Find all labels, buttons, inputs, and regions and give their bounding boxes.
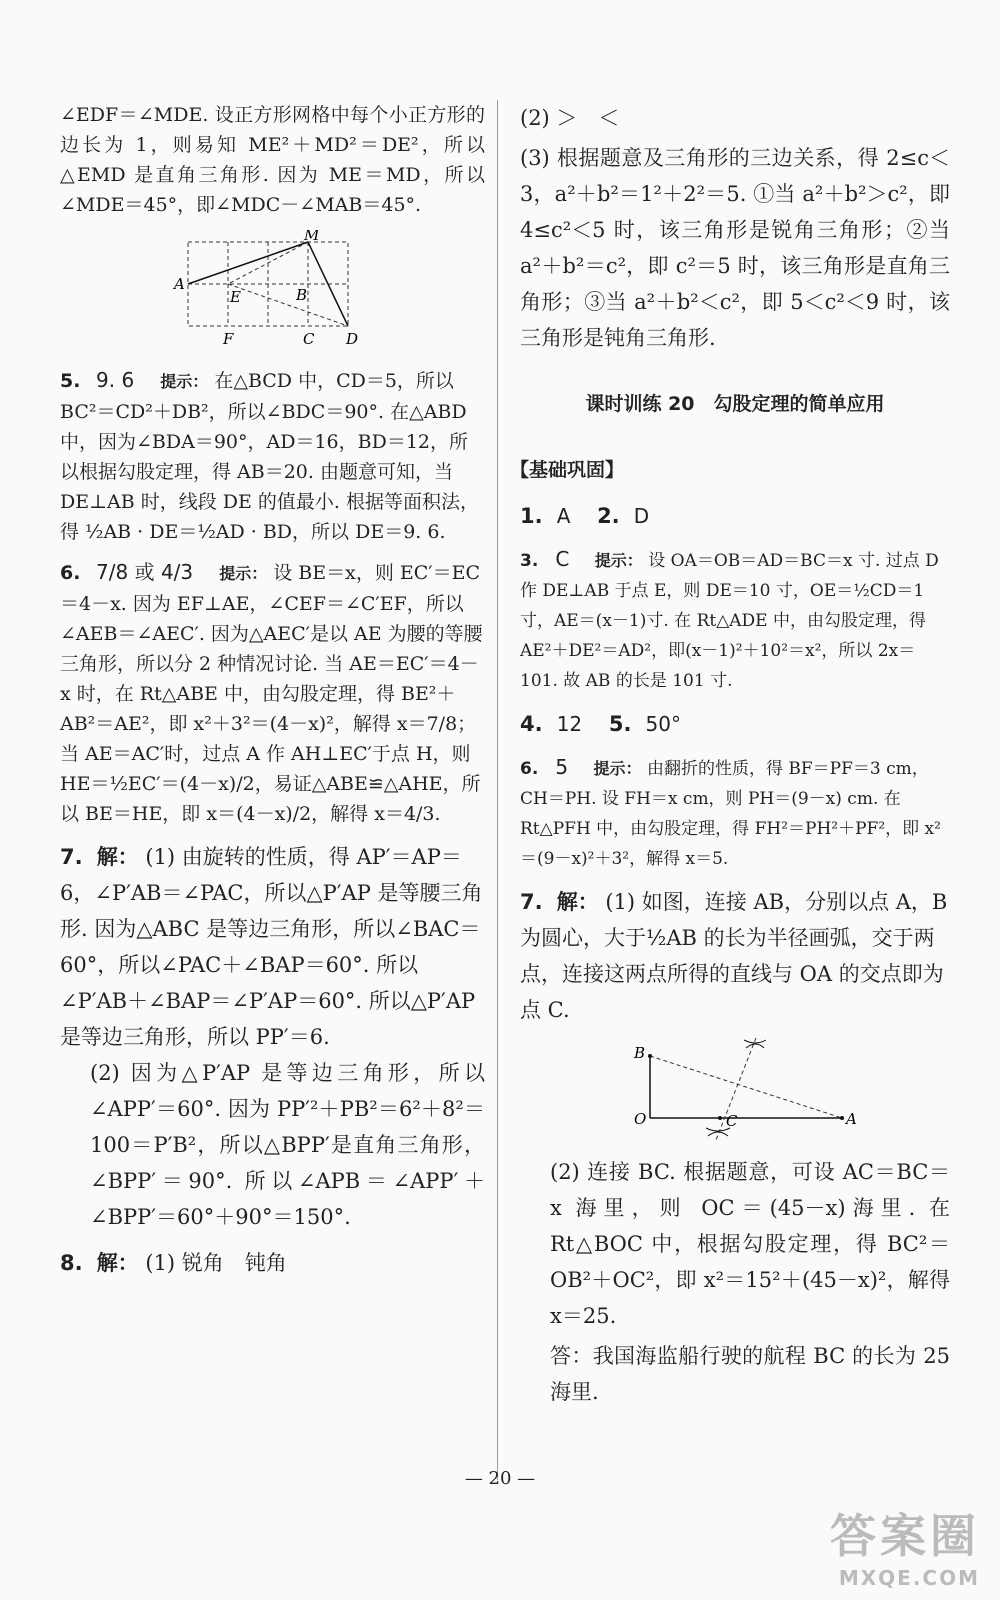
label-D: D — [346, 330, 359, 348]
section-subtitle: 【基础巩固】 — [510, 459, 625, 481]
hint-label: 提示： — [594, 551, 643, 570]
hint-text: 由翻折的性质，得 BF＝PF＝3 cm，CH＝PH. 设 FH＝x cm，则 PH＝(9－x) cm. 在 Rt△PFH 中，由勾股定理，得 FH²＝PH²＋PF²，即 x²＝(9－x)²＋3²，解得 x＝5. — [520, 759, 941, 869]
question-number: 8. — [60, 1251, 83, 1275]
label-F: F — [223, 330, 234, 348]
answer: 12 — [556, 712, 583, 736]
right-column — [510, 100, 950, 1414]
solution-part-1: (1) 由旋转的性质，得 AP′＝AP＝6，∠P′AB＝∠PAC，所以△P′AP 是等腰三角形. 因为△ABC 是等边三角形，所以∠BAC＝60°，所以∠PAC＋∠BAP＝60°. 所以∠P′AB＋∠BAP＝∠P′AP＝60°. 所以△P′AP 是等边三角形，所以 PP′＝6. — [60, 845, 483, 1049]
column-divider — [497, 100, 498, 1480]
solution-answer: 答：我国海监船行驶的航程 BC 的长为 25 海里. — [550, 1344, 950, 1404]
watermark-url: MXQE.COM — [838, 1566, 980, 1590]
section-title: 课时训练 20 勾股定理的简单应用 — [585, 393, 885, 415]
hint-label: 提示： — [593, 759, 642, 778]
construction-figure — [520, 1036, 950, 1146]
question-3 — [520, 544, 950, 696]
solution-label: 解： — [556, 890, 599, 914]
solution-part-2: (2) 连接 BC. 根据题意，可设 AC＝BC＝x 海里，则 OC＝(45－x)海里. 在 Rt△BOC 中，根据勾股定理，得 BC²＝OB²＋OC²，即 x²＝15²＋(45－x)²，解得 x＝25. — [550, 1160, 950, 1328]
paragraph: (2) ＞ ＜ — [520, 106, 620, 130]
hint-label: 提示： — [219, 564, 268, 583]
hint-label: 提示： — [160, 372, 209, 391]
page-number: — 20 — — [464, 1468, 536, 1489]
solution-part-1: (1) 如图，连接 AB，分别以点 A，B 为圆心，大于½AB 的长为半径画弧，交于两点，连接这两点所得的直线与 OA 的交点即为点 C. — [520, 890, 948, 1022]
solution-part-2: (2) 因为△P′AP 是等边三角形，所以∠APP′＝60°. 因为 PP′²＋PB²＝6²＋8²＝100＝P′B²，所以△BPP′是直角三角形，∠BPP′＝90°. 所以∠APB＝∠APP′＋∠BPP′＝60°＋90°＝150°. — [90, 1061, 485, 1229]
label-B: B — [296, 286, 308, 304]
answer: 50° — [645, 712, 681, 736]
paragraph: (3) 根据题意及三角形的三边关系，得 2≤c＜3，a²＋b²＝1²＋2²＝5. ①当 a²＋b²＞c²，即 4≤c²＜5 时，该三角形是锐角三角形；②当 a²＋b²＝c²，即 c²＝5 时，该三角形是直角三角形；③当 a²＋b²＜c²，即 5＜c²＜9 时，该三角形是钝角三角形. — [520, 146, 950, 350]
question-5 — [60, 365, 485, 547]
hint-text: 设 BE＝x，则 EC′＝EC＝4－x. 因为 EF⊥AE，∠CEF＝∠C′EF，所以∠AEB＝∠AEC′. 因为△AEC′是以 AE 为腰的等腰三角形，所以分 2 种情况讨论. 当 AE＝EC′＝4－x 时，在 Rt△ABE 中，由勾股定理，得 BE²＋AB²＝AE²，即 x²＋3²＝(4－x)²，解得 x＝7/8；当 AE＝AC′时，过点 A 作 AH⊥EC′于点 H，则 HE＝½EC′＝(4－x)/2，易证△ABE≌△AHE，所以 BE＝HE，即 x＝(4－x)/2，解得 x＝4/3. — [60, 562, 483, 825]
question-6 — [60, 557, 485, 829]
answer: C — [555, 547, 570, 571]
label-E: E — [230, 288, 241, 306]
questions-1-2 — [520, 498, 950, 534]
question-number: 6. — [60, 562, 81, 584]
questions-4-5 — [520, 706, 950, 742]
question-number: 7. — [60, 845, 83, 869]
question-number: 5. — [608, 712, 632, 736]
label-O: O — [634, 1110, 647, 1128]
answer: 5 — [555, 755, 569, 779]
solution-text: (1) 锐角 钝角 — [145, 1251, 287, 1275]
question-number: 7. — [520, 890, 543, 914]
grid-figure — [60, 230, 485, 355]
watermark — [830, 1500, 980, 1590]
question-number: 6. — [520, 759, 539, 779]
question-6 — [520, 752, 950, 874]
label-B: B — [634, 1044, 646, 1062]
label-C: C — [303, 330, 315, 348]
hint-text: 设 OA＝OB＝AD＝BC＝x 寸. 过点 D 作 DE⊥AB 于点 E，则 DE＝10 寸，OE＝½CD＝1 寸，AE＝(x－1)寸. 在 Rt△ADE 中，由勾股定理，得 AE²＋DE²＝AD²，即(x－1)²＋10²＝x²，所以 2x＝101. 故 AB 的长是 101 寸. — [520, 551, 939, 691]
solution-label: 解： — [96, 1251, 139, 1275]
solution-label: 解： — [96, 845, 139, 869]
label-M: M — [304, 230, 320, 244]
label-A: A — [174, 275, 185, 293]
question-7 — [60, 839, 485, 1235]
left-column — [60, 100, 485, 1285]
answer: D — [633, 504, 650, 528]
question-number: 4. — [520, 712, 543, 736]
question-number: 3. — [520, 551, 539, 571]
label-C: C — [726, 1112, 738, 1130]
hint-text: 在△BCD 中，CD＝5，所以 BC²＝CD²＋DB²，所以∠BDC＝90°. 在△ABD 中，因为∠BDA＝90°，AD＝16，BD＝12，所以根据勾股定理，得 AB＝20. 由题意可知，当 DE⊥AB 时，线段 DE 的值最小. 根据等面积法，得 ½AB · DE＝½AD · BD，所以 DE＝9. 6. — [60, 370, 479, 543]
watermark-text: 答案圈 — [830, 1509, 980, 1563]
paragraph: ∠EDF＝∠MDE. 设正方形网格中每个小正方形的边长为 1，则易知 ME²＋MD²＝DE²，所以△EMD 是直角三角形. 因为 ME＝MD，所以∠MDE＝45°，即∠MDC－∠MAB＝45°. — [60, 104, 485, 216]
question-7 — [520, 884, 950, 1410]
answer: 9. 6 — [96, 368, 135, 392]
label-A: A — [846, 1110, 857, 1128]
answer: A — [556, 504, 571, 528]
answer: 7/8 或 4/3 — [96, 560, 194, 584]
question-number: 5. — [60, 370, 81, 392]
question-8 — [60, 1245, 485, 1281]
question-number: 1. — [520, 504, 543, 528]
question-number: 2. — [597, 504, 620, 528]
